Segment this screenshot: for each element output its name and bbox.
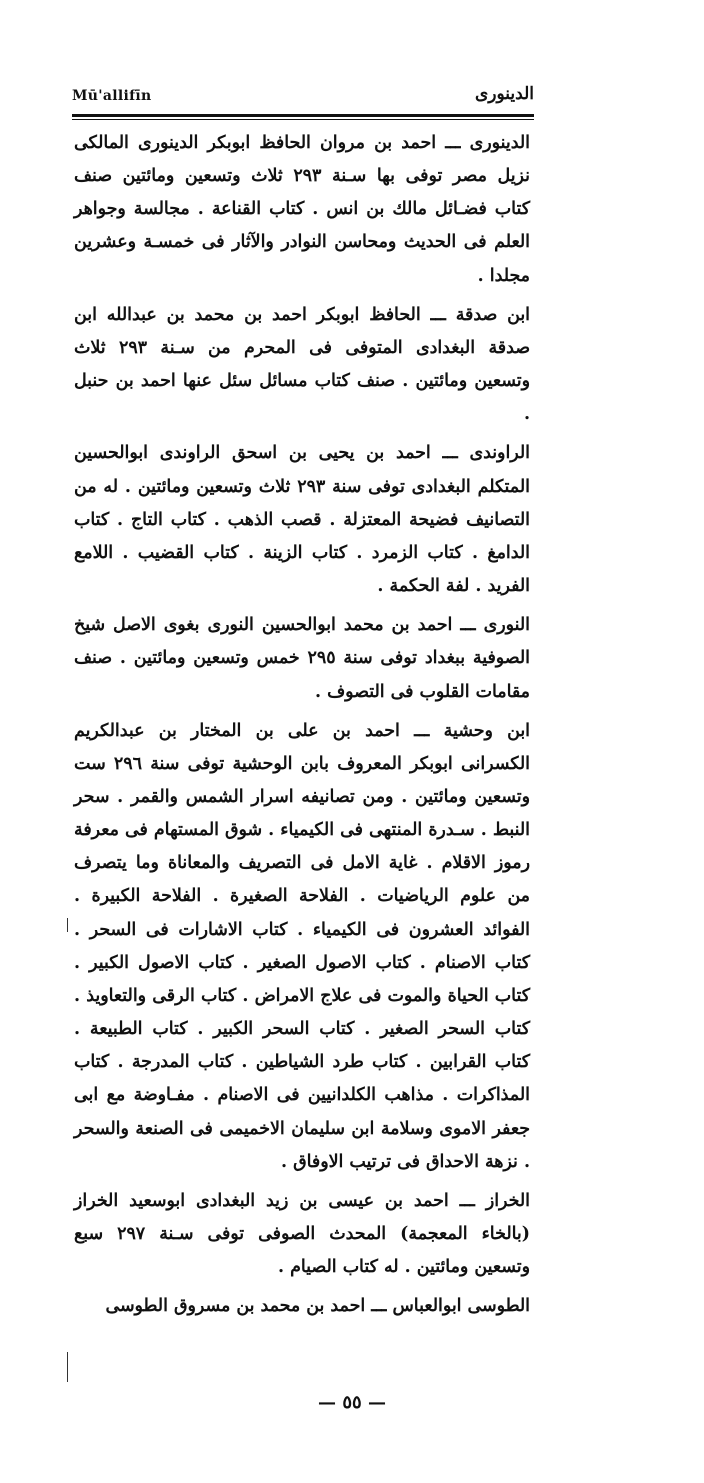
margin-mark-upper — [67, 918, 68, 932]
entry-rawandi: الراوندى ـــ احمد بن يحيى بن اسحق الراوندى ابوالحسين المتكلم البغدادى توفى سنة ٢٩٣ ثلاث وتسعين ومائتين . له من التصانيف فضيحة المعتزلة . قصب الذهب . كتاب التاج . كتاب الدامغ . كتاب الزمرد . كتاب الزينة . كتاب القضيب . اللامع الفريد . لفة الحكمة . — [74, 443, 530, 597]
header-left-label: Mū'allifīn — [72, 88, 152, 104]
header-rule-thick — [72, 114, 534, 117]
margin-mark-lower — [67, 1352, 68, 1382]
entry-nuri: النورى ـــ احمد بن محمد ابوالحسين النورى بغوى الاصل شيخ الصوفية ببغداد توفى سنة ٢٩٥ خمس وتسعين ومائتين . صنف مقامات القلوب فى التصوف . — [74, 615, 530, 702]
entry-kharraz: الخراز ـــ احمد بن عيسى بن زيد البغدادى ابوسعيد الخراز (بالخاء المعجمة) المحدث الصوفى توفى سـنة ٢٩٧ سبع وتسعين ومائتين . له كتاب الصيام . — [74, 1190, 530, 1278]
header-rule-thin — [72, 119, 534, 120]
entry-ibn-wahshiyya: ابن وحشية ـــ احمد بن على بن المختار بن عبدالكريم الكسرانى ابوبكر المعروف بابن الوحشية توفى سنة ٢٩٦ ست وتسعين ومائتين . ومن تصانيفه اسرار الشمس والقمر . سحر النبط . سـدرة المنتهى فى الكيمياء . شوق المستهام فى معرفة رموز الاقلام . غاية الامل فى التصريف والمعاناة وما يتصرف من علوم الرياضيات . الفلاحة الصغيرة . الفلاحة الكبيرة . الفوائد العشرون فى الكيمياء . كتاب الاشارات فى السحر . كتاب الاصنام . كتاب الاصول الصغير . كتاب الاصول الكبير . كتاب الحياة والموت فى علاج الامراض . كتاب الرقى والتعاويذ . كتاب السحر الصغير . كتاب السحر الكبير . كتاب الطبيعة . كتاب القرابين . كتاب طرد الشياطين . كتاب المدرجة . كتاب المذاكرات . مذاهب الكلدانيين فى الاصنام . مفـاوضة مع ابى جعفر الاموى وسلامة ابن سليمان الاخميمى فى الصنعة والسحر . نزهة الاحداق فى ترتيب الاوفاق . — [74, 720, 531, 1172]
page-number: — ٥٥ — — [318, 1392, 386, 1413]
entry-ibn-sadaqa: ابن صدقة ـــ الحافظ ابوبكر احمد بن محمد بن عبدالله ابن صدقة البغدادى المتوفى فى المحرم من سـنة ٢٩٣ ثلاث وتسعين ومائتين . صنف كتاب مسائل سئل عنها احمد بن حنبل . — [74, 304, 530, 425]
header-right-label: الدينورى — [475, 84, 534, 104]
running-header — [72, 84, 534, 114]
entry-tusi: الطوسى ابوالعباس ـــ احمد بن محمد بن مسروق الطوسى — [105, 1296, 530, 1317]
entry-dinawari: الدينورى ـــ احمد بن مروان الحافظ ابوبكر الدينورى المالكى نزيل مصر توفى بها سـنة ٢٩٣ ثلاث وتسعين ومائتين صنف كتاب فضـائل مالك بن انس . كتاب القناعة . مجالسة وجواهر العلم فى الحديث ومحاسن النوادر والآثار فى خمسـة وعشرين مجلدا . — [74, 133, 530, 286]
main-text — [74, 127, 530, 1329]
